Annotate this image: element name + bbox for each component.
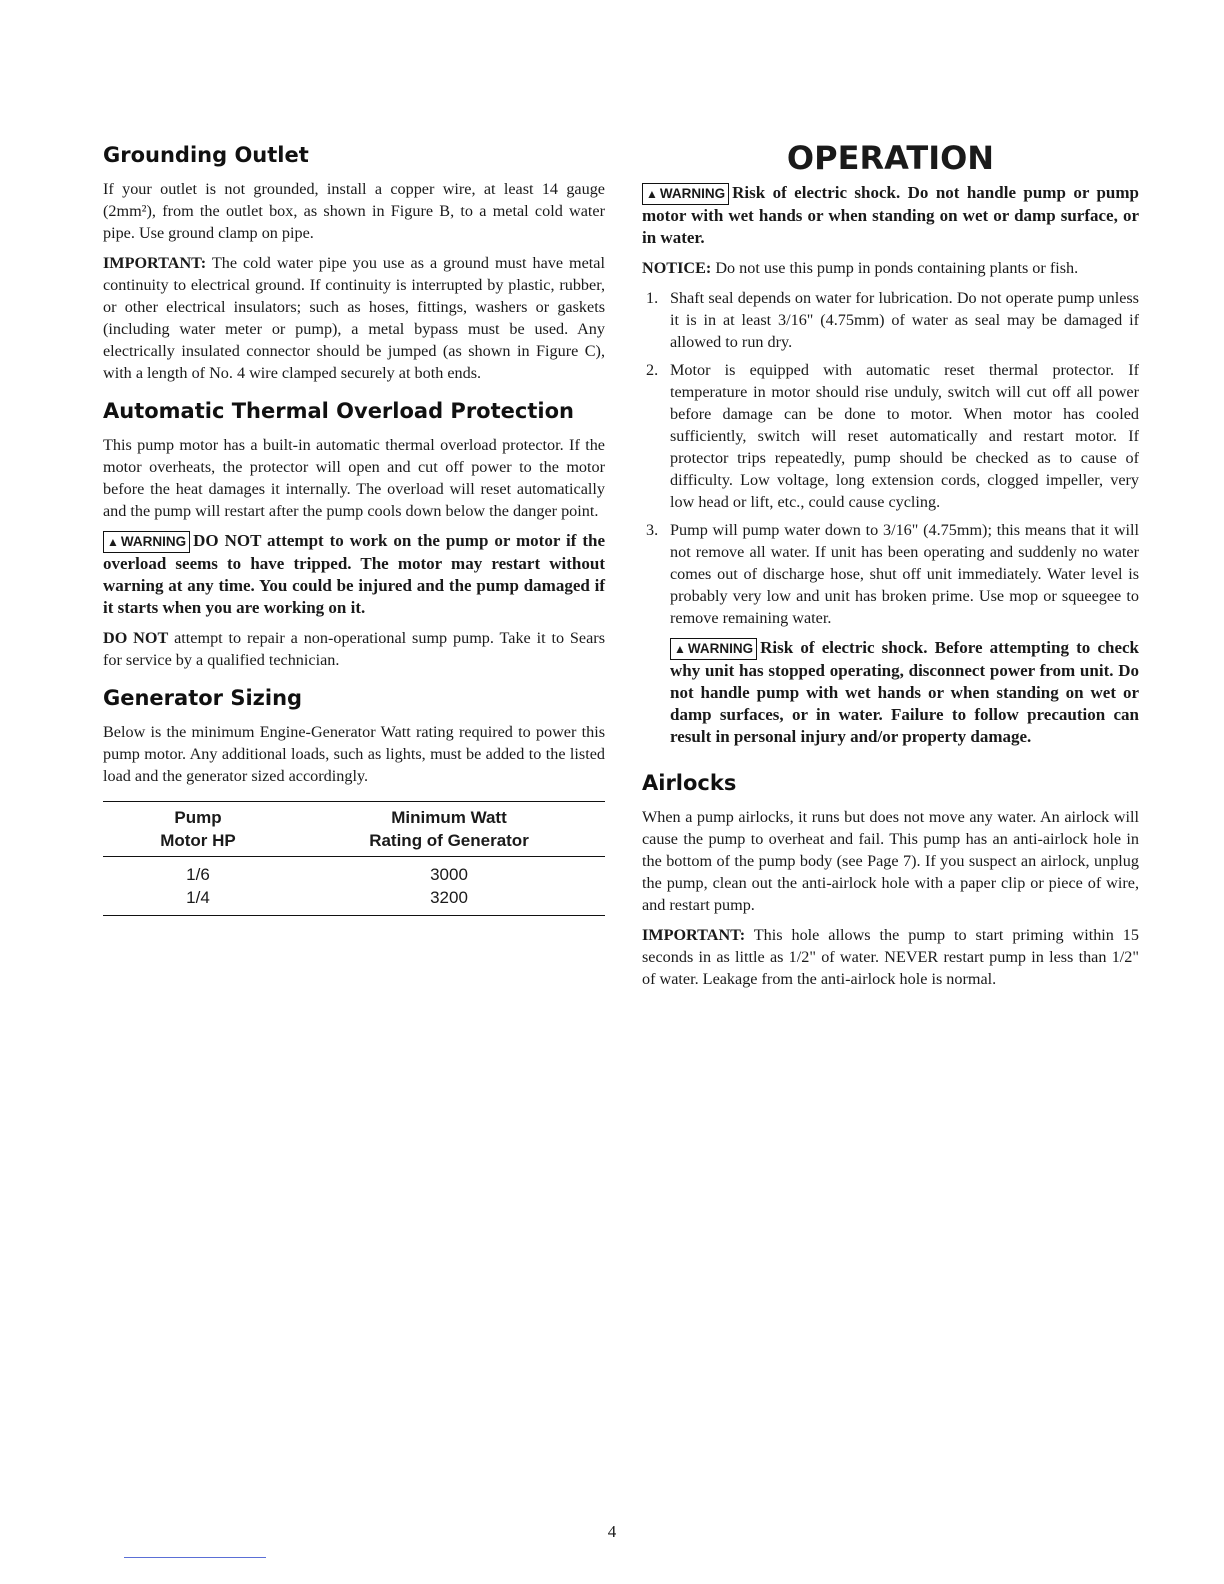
notice-lead: NOTICE: [642,259,712,277]
generator-section [103,683,605,916]
header-pump: Pump [174,808,222,827]
header-pump-hp [103,802,293,857]
warning-badge [103,531,190,553]
table-header-row [103,802,605,857]
thermal-warning-text: DO NOT attempt to work on the pump or motor if the overload seems to have tripped. The motor may restart without warning at any time. You could be injured and the pump damaged if it starts when you are working on it. [103,531,605,617]
notice-paragraph [642,257,1139,279]
list-item [642,519,1139,629]
notice-text: Do not use this pump in ponds containing plants or fish. [711,259,1079,277]
item-number: 1. [646,289,659,307]
important-lead: IMPORTANT: [642,926,746,944]
page-number: 4 [607,1522,617,1541]
warning-triangle-icon: ▲ [107,535,119,549]
operation-heading: OPERATION [786,139,995,177]
important-text: The cold water pipe you use as a ground must have metal continuity to electrical ground. If continuity is interrupted by plastic, rubber, or other electrical insulators; such as hoses, fittings, washers or gaskets (including water meter or pump), a metal bypass must be used. Any electrically insulated connector should be jumped (as shown in Figure C), with a length of No. 4 wire clamped securely at both ends. [103,254,605,382]
footer-rule [124,1557,266,1558]
warning-triangle-icon: ▲ [646,187,658,201]
operation-list [642,287,1139,629]
thermal-heading: Automatic Thermal Overload Protection [103,399,574,423]
table-cell: 3200 [293,886,605,916]
warning-badge [642,183,729,205]
important-paragraph [103,252,605,384]
warning-triangle-icon: ▲ [674,642,686,656]
thermal-warning [103,530,605,619]
list-item [642,287,1139,353]
item-text: Motor is equipped with automatic reset thermal protector. If temperature in motor should rise unduly, switch will cut off all power before damage can be done to motor. When motor has cooled sufficiently, switch will reset automatically and restart motor. If protector trips repeatedly, pump should be checked as to cause of difficulty. Low voltage, long extension cords, clogged impeller, very low head or lift, etc., could cause cycling. [670,361,1139,511]
grounding-heading: Grounding Outlet [103,143,309,167]
generator-heading: Generator Sizing [103,686,303,710]
airlocks-important-text: This hole allows the pump to start priming within 15 seconds in as little as 1/2" of water. NEVER restart pump in less than 1/2" of water. Leakage from the anti-airlock hole is normal. [642,926,1139,988]
thermal-paragraph: This pump motor has a built-in automatic thermal overload protector. If the motor overheats, the protector will open and cut off power to the motor before the heat damages it internally. The overload will reset automatically and the pump will restart after the pump cools down below the danger point. [103,436,605,520]
grounding-paragraph: If your outlet is not grounded, install a copper wire, at least 14 gauge (2mm²), from the outlet box, as shown in Figure B, to a metal cold water pipe. Use ground clamp on pipe. [103,180,605,242]
list-item [642,359,1139,513]
operation-warning-text: Risk of electric shock. Do not handle pump or pump motor with wet hands or when standing on wet or damp surface, or in water. [642,183,1139,247]
header-rating: Rating of Generator [369,831,529,850]
airlocks-heading: Airlocks [642,771,737,795]
airlocks-important-paragraph [642,924,1139,990]
do-not-lead: DO NOT [103,629,169,647]
airlocks-paragraph: When a pump airlocks, it runs but does not move any water. An airlock will cause the pump to overheat and fail. This pump has an anti-airlock hole in the bottom of the pump body (see Page 7). If you suspect an airlock, unplug the pump, clean out the anti-airlock hole with a paper clip or piece of wire, and restart pump. [642,808,1139,914]
repair-paragraph [103,627,605,671]
left-column [103,140,605,928]
item-number: 3. [646,521,659,539]
warning-label: WARNING [687,641,754,656]
table-cell: 3000 [430,865,468,884]
disconnect-warning [642,637,1139,748]
warning-label: WARNING [659,186,726,201]
table-row [103,857,605,887]
item-number: 2. [646,361,659,379]
thermal-section [103,396,605,671]
grounding-section [103,140,605,384]
disconnect-warning-text: Risk of electric shock. Before attempting to check why unit has stopped operating, disconnect power from unit. Do not handle pump with wet hands or when standing on wet or damp surfaces, or in water. Failure to follow precaution can result in personal injury and/or property damage. [670,638,1139,746]
important-lead: IMPORTANT: [103,254,207,272]
right-column [642,140,1139,998]
warning-badge [670,638,757,660]
operation-warning [642,182,1139,249]
item-text: Shaft seal depends on water for lubrication. Do not operate pump unless it is in at least 3/16" (4.75mm) of water as seal may be damaged if allowed to run dry. [670,289,1139,351]
table-cell: 1/6 [186,865,210,884]
item-text: Pump will pump water down to 3/16" (4.75mm); this means that it will not remove all water. If unit has been operating and suddenly no water comes out of discharge hose, shut off unit immediately. Water level is probably very low and unit has broken prime. Use mop or squeegee to remove remaining water. [670,521,1139,627]
table-cell: 1/4 [103,886,293,916]
generator-paragraph: Below is the minimum Engine-Generator Watt rating required to power this pump motor. Any additional loads, such as lights, must be added to the listed load and the generator sized accordingly. [103,723,605,785]
header-motor-hp: Motor HP [160,831,236,850]
table-row [103,886,605,916]
warning-label: WARNING [120,534,187,549]
generator-table [103,801,605,916]
header-min-watt [293,802,605,857]
repair-text: attempt to repair a non-operational sump pump. Take it to Sears for service by a qualified technician. [103,629,605,669]
header-minimum-watt: Minimum Watt [391,808,507,827]
